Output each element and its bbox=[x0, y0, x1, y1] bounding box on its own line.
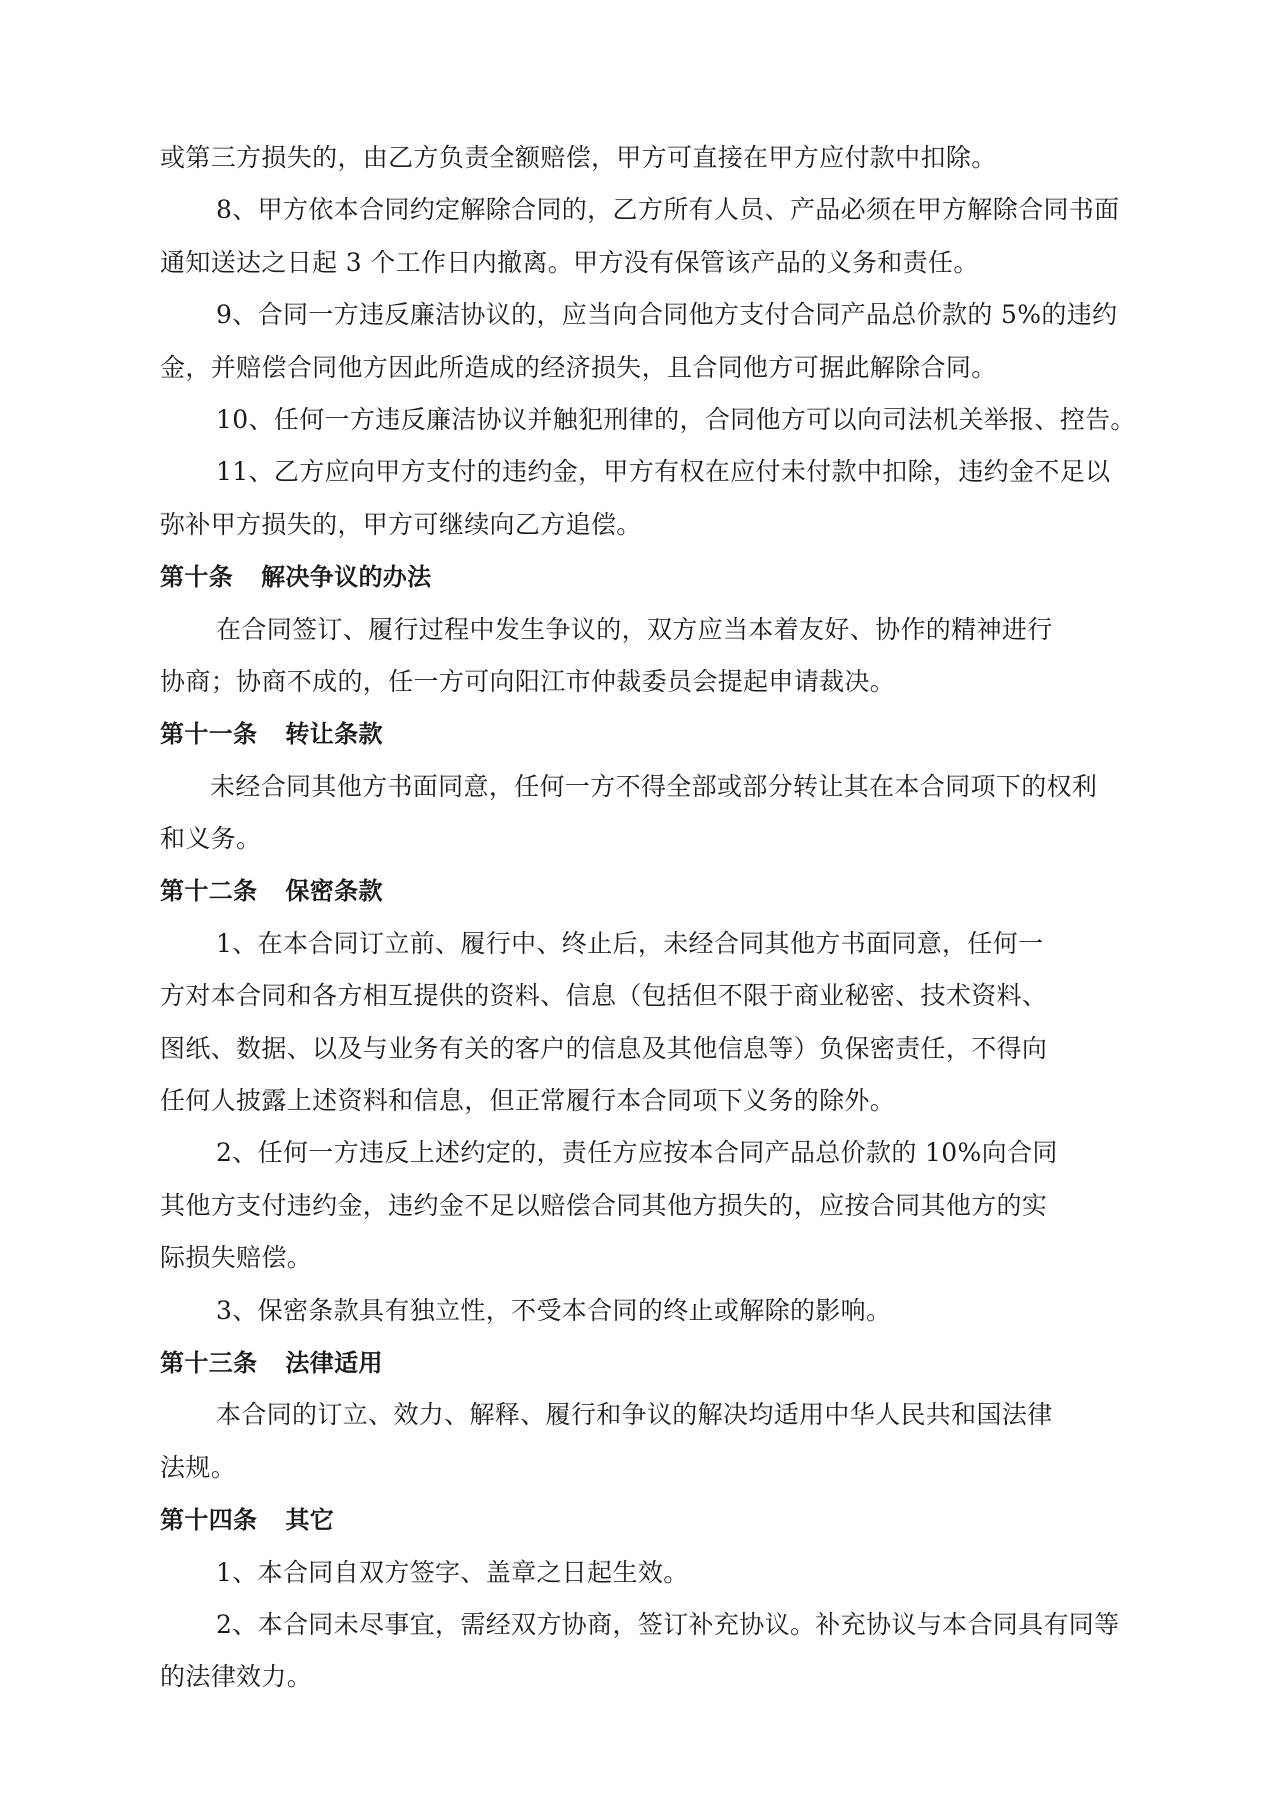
paragraph-line: 通知送达之日起 3 个工作日内撤离。甲方没有保管该产品的义务和责任。 bbox=[160, 247, 979, 277]
paragraph-line: 本合同的订立、效力、解释、履行和争议的解决均适用中华人民共和国法律 bbox=[216, 1400, 1053, 1430]
section-title: 法律适用 bbox=[285, 1348, 383, 1377]
paragraph-line: 法规。 bbox=[160, 1452, 237, 1482]
paragraph-line: 金，并赔偿合同他方因此所造成的经济损失，且合同他方可据此解除合同。 bbox=[160, 352, 997, 382]
section-number: 第十四条 bbox=[160, 1506, 258, 1535]
section-number: 第十条 bbox=[160, 563, 234, 592]
paragraph-line: 任何人披露上述资料和信息，但正常履行本合同项下义务的除外。 bbox=[160, 1086, 896, 1116]
section-title: 保密条款 bbox=[285, 877, 383, 906]
paragraph-line: 弥补甲方损失的，甲方可继续向乙方追偿。 bbox=[160, 509, 642, 539]
section-heading bbox=[160, 1494, 1136, 1546]
section-heading bbox=[160, 1337, 1136, 1389]
paragraph-line: 和义务。 bbox=[160, 824, 262, 854]
section-heading bbox=[160, 708, 1136, 760]
paragraph-line: 未经合同其他方书面同意，任何一方不得全部或部分转让其在本合同项下的权利 bbox=[210, 771, 1098, 801]
section-heading bbox=[160, 865, 1136, 917]
paragraph-line: 协商；协商不成的，任一方可向阳江市仲裁委员会提起申请裁决。 bbox=[160, 666, 896, 696]
section-title: 转让条款 bbox=[285, 720, 383, 749]
paragraph-line: 方对本合同和各方相互提供的资料、信息（包括但不限于商业秘密、技术资料、 bbox=[160, 981, 1048, 1011]
paragraph-line: 2、任何一方违反上述约定的，责任方应按本合同产品总价款的 10%向合同 bbox=[216, 1138, 1058, 1168]
paragraph-line: 图纸、数据、以及与业务有关的客户的信息及其他信息等）负保密责任，不得向 bbox=[160, 1033, 1048, 1063]
paragraph-line: 8、甲方依本合同约定解除合同的，乙方所有人员、产品必须在甲方解除合同书面 bbox=[216, 195, 1120, 225]
section-number: 第十三条 bbox=[160, 1348, 258, 1377]
paragraph-line: 在合同签订、履行过程中发生争议的，双方应当本着友好、协作的精神进行 bbox=[216, 614, 1053, 644]
paragraph-line: 1、在本合同订立前、履行中、终止后，未经合同其他方书面同意，任何一 bbox=[216, 928, 1044, 958]
paragraph-line: 3、保密条款具有独立性，不受本合同的终止或解除的影响。 bbox=[216, 1295, 892, 1325]
contract-page bbox=[160, 132, 1136, 1704]
paragraph-line: 9、合同一方违反廉洁协议的，应当向合同他方支付合同产品总价款的 5%的违约 bbox=[216, 300, 1118, 330]
paragraph-line: 的法律效力。 bbox=[160, 1662, 313, 1692]
section-heading bbox=[160, 551, 1136, 603]
paragraph-line: 其他方支付违约金，违约金不足以赔偿合同其他方损失的，应按合同其他方的实 bbox=[160, 1190, 1048, 1220]
paragraph-line: 2、本合同未尽事宜，需经双方协商，签订补充协议。补充协议与本合同具有同等 bbox=[216, 1609, 1120, 1639]
paragraph-line: 或第三方损失的，由乙方负责全额赔偿，甲方可直接在甲方应付款中扣除。 bbox=[160, 143, 997, 172]
section-title: 解决争议的办法 bbox=[261, 563, 432, 592]
section-number: 第十二条 bbox=[160, 877, 258, 906]
paragraph-line: 11、乙方应向甲方支付的违约金，甲方有权在应付未付款中扣除，违约金不足以 bbox=[216, 457, 1111, 487]
section-number: 第十一条 bbox=[160, 720, 258, 749]
paragraph-line: 际损失赔偿。 bbox=[160, 1243, 313, 1273]
section-title: 其它 bbox=[285, 1506, 335, 1535]
paragraph-line: 10、任何一方违反廉洁协议并触犯刑律的，合同他方可以向司法机关举报、控告。 bbox=[216, 404, 1136, 434]
paragraph-line: 1、本合同自双方签字、盖章之日起生效。 bbox=[216, 1557, 689, 1587]
